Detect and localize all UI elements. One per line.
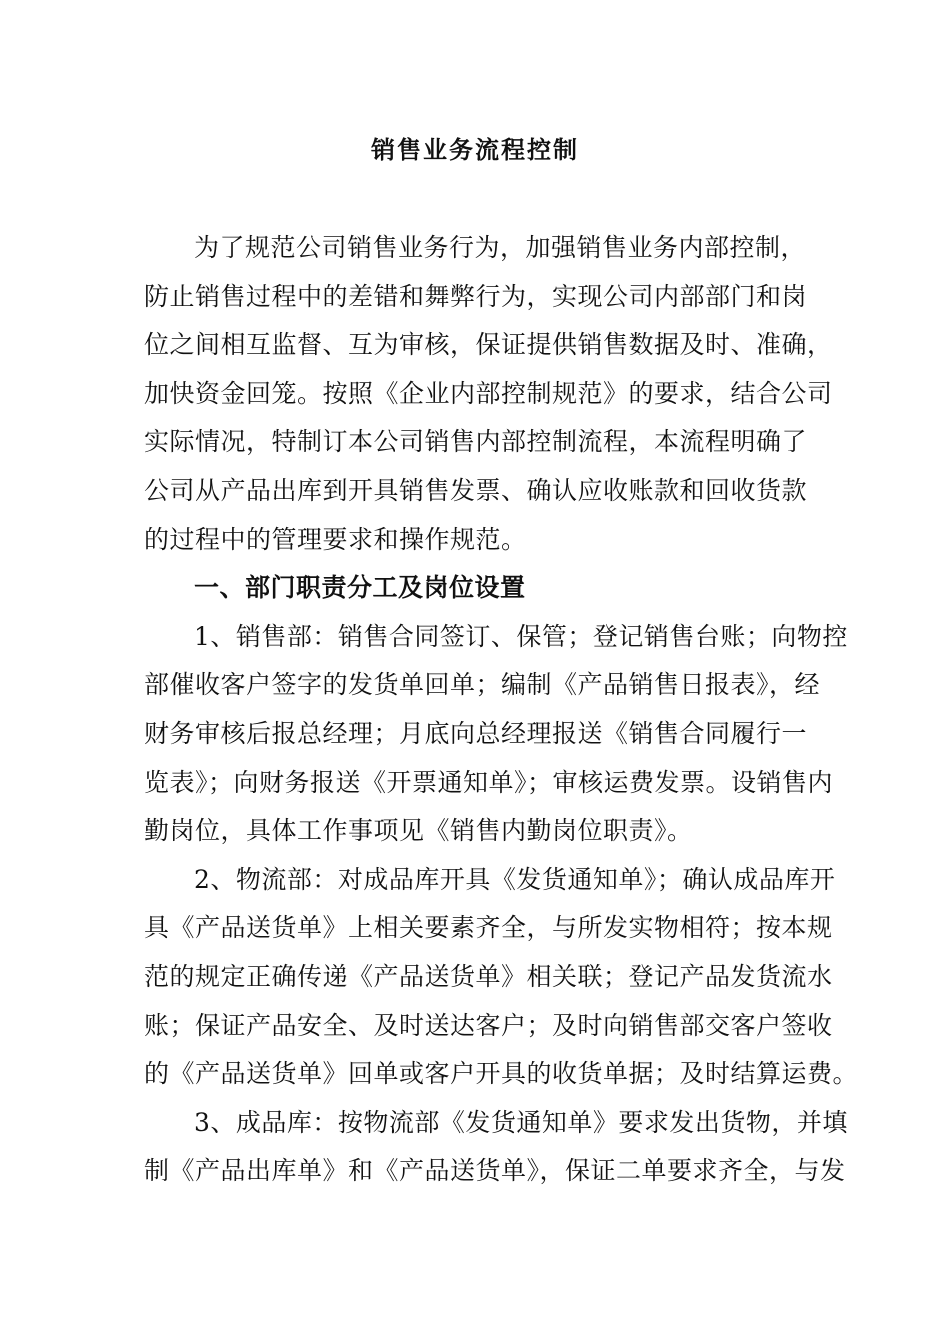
paragraph-line: 部催收客户签字的发货单回单；编制《产品销售日报表》，经: [144, 670, 821, 700]
paragraph-line: 1、销售部：销售合同签订、保管；登记销售台账；向物控: [194, 621, 848, 651]
paragraph-line: 具《产品送货单》上相关要素齐全，与所发实物相符；按本规: [144, 913, 833, 943]
paragraph-line: 公司从产品出库到开具销售发票、确认应收账款和回收货款: [144, 475, 808, 505]
paragraph-line: 览表》；向财务报送《开票通知单》；审核运费发票。设销售内: [144, 767, 834, 797]
document-body: [144, 224, 859, 1196]
paragraph-line: 加快资金回笼。按照《企业内部控制规范》的要求，结合公司: [144, 378, 833, 408]
document-title: 销售业务流程控制: [371, 136, 579, 164]
paragraph-line: 位之间相互监督、互为审核，保证提供销售数据及时、准确，: [144, 330, 833, 360]
section-heading: 一、部门职责分工及岗位设置: [194, 573, 526, 603]
paragraph-line: 3、成品库：按物流部《发货通知单》要求发出货物，并填: [194, 1107, 848, 1137]
paragraph-line: 为了规范公司销售业务行为，加强销售业务内部控制，: [194, 233, 807, 262]
paragraph-line: 实际情况，特制订本公司销售内部控制流程，本流程明确了: [144, 427, 808, 457]
paragraph-line: 制《产品出库单》和《产品送货单》，保证二单要求齐全，与发: [144, 1156, 846, 1186]
paragraph-line: 范的规定正确传递《产品送货单》相关联；登记产品发货流水: [144, 961, 833, 991]
paragraph-line: 勤岗位，具体工作事项见《销售内勤岗位职责》。: [144, 816, 693, 846]
paragraph-line: 防止销售过程中的差错和舞弊行为，实现公司内部部门和岗: [144, 281, 808, 311]
paragraph-line: 账；保证产品安全、及时送达客户；及时向销售部交客户签收: [144, 1010, 833, 1040]
paragraph-line: 的过程中的管理要求和操作规范。: [144, 524, 527, 554]
paragraph-line: 财务审核后报总经理；月底向总经理报送《销售合同履行一: [144, 718, 808, 748]
paragraph-line: 2、物流部：对成品库开具《发货通知单》；确认成品库开: [194, 864, 836, 894]
paragraph-line: 的《产品送货单》回单或客户开具的收货单据；及时结算运费。: [144, 1059, 859, 1089]
